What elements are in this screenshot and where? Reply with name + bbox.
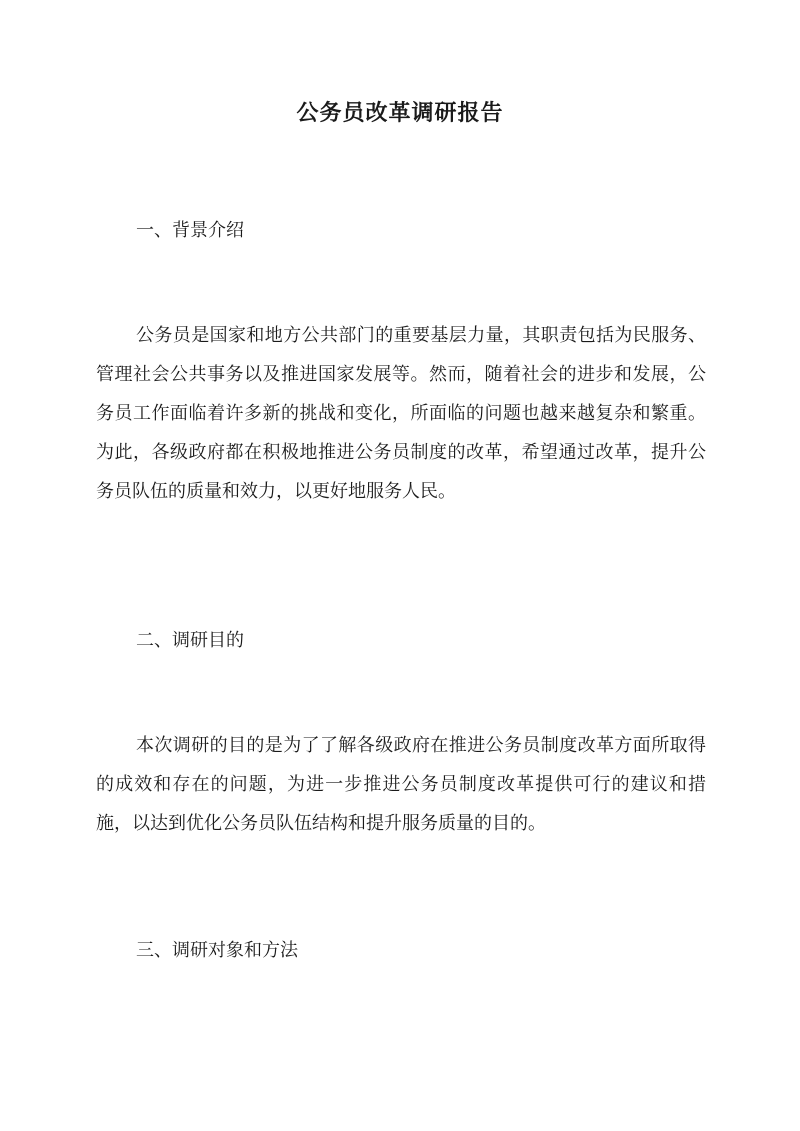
section-heading-background: 一、背景介绍 — [136, 220, 244, 241]
section-paragraph-background: 公务员是国家和地方公共部门的重要基层力量，其职责包括为民服务、管理社会公共事务以及推进国家发展等。然而，随着社会的进步和发展，公务员工作面临着许多新的挑战和变化，所面临的问题也越来越复杂和繁重。为此，各级政府都在积极地推进公务员制度的改革，希望通过改革，提升公务员队伍的质量和效力，以更好地服务人民。 — [96, 325, 706, 502]
section-paragraph-purpose: 本次调研的目的是为了了解各级政府在推进公务员制度改革方面所取得的成效和存在的问题，为进一步推进公务员制度改革提供可行的建议和措施，以达到优化公务员队伍结构和提升服务质量的目的。 — [96, 735, 706, 834]
document-title: 公务员改革调研报告 — [296, 100, 504, 126]
section-heading-objects-methods: 三、调研对象和方法 — [136, 940, 298, 961]
section-heading-purpose: 二、调研目的 — [136, 630, 244, 651]
